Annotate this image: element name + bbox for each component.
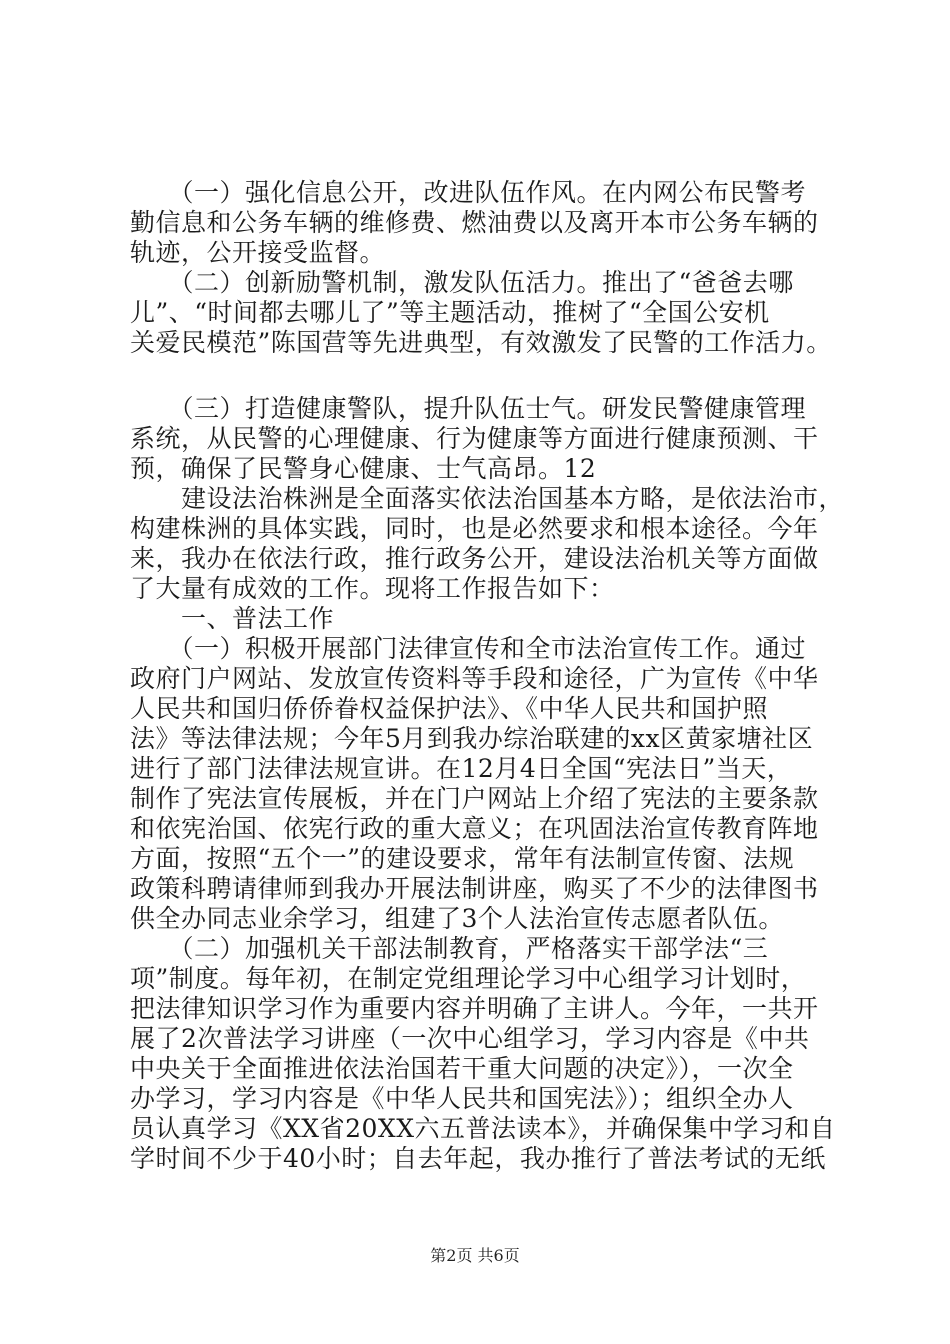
text-line: （三）打造健康警队，提升队伍士气。研发民警健康管理 (130, 394, 807, 423)
text-line: 来，我办在依法行政，推行政务公开，建设法治机关等方面做 (130, 544, 819, 573)
text-line: 勤信息和公务车辆的维修费、燃油费以及离开本市公务车辆的 (130, 208, 819, 237)
text-line: 和依宪治国、依宪行政的重大意义；在巩固法治宣传教育阵地 (130, 814, 819, 843)
text-line: 系统，从民警的心理健康、行为健康等方面进行健康预测、干 (130, 424, 819, 453)
document-body (130, 178, 845, 1174)
text-line: 人民共和国归侨侨眷权益保护法》、《中华人民共和国护照 (130, 694, 769, 723)
text-line: 办学习，学习内容是《中华人民共和国宪法》）；组织全办人 (130, 1084, 794, 1113)
text-line: 法》等法律法规；今年5月到我办综治联建的xx区黄家塘社区 (130, 724, 814, 753)
text-line: 中央关于全面推进依法治国若干重大问题的决定》），一次全 (130, 1054, 794, 1083)
text-line: 构建株洲的具体实践，同时，也是必然要求和根本途径。今年 (130, 514, 819, 543)
text-line: （二）创新励警机制，激发队伍活力。推出了“爸爸去哪 (130, 268, 794, 297)
text-line: 预，确保了民警身心健康、士气高昂。12 (130, 454, 597, 483)
text-line: （一）强化信息公开，改进队伍作风。在内网公布民警考 (130, 178, 807, 207)
text-line: 儿”、“时间都去哪儿了”等主题活动，推树了“全国公安机 (130, 298, 770, 327)
text-line: 把法律知识学习作为重要内容并明确了主讲人。今年，一共开 (130, 994, 819, 1023)
paragraph-gap (130, 358, 830, 394)
text-line: （一）积极开展部门法律宣传和全市法治宣传工作。通过 (130, 634, 807, 663)
text-line: 政府门户网站、发放宣传资料等手段和途径，广为宣传《中华 (130, 664, 819, 693)
text-line: 了大量有成效的工作。现将工作报告如下： (130, 574, 615, 603)
text-line: 关爱民模范”陈国营等先进典型，有效激发了民警的工作活力。 (130, 328, 832, 357)
text-line: 制作了宪法宣传展板，并在门户网站上介绍了宪法的主要条款 (130, 784, 819, 813)
page-number-footer: 第2页 共6页 (430, 1246, 520, 1265)
text-line: 员认真学习《XX省20XX六五普法读本》，并确保集中学习和自 (130, 1114, 836, 1143)
text-line: 学时间不少于40小时；自去年起，我办推行了普法考试的无纸 (130, 1144, 826, 1173)
text-line: 方面，按照“五个一”的建设要求，常年有法制宣传窗、法规 (130, 844, 795, 873)
text-line: 进行了部门法律法规宣讲。在12月4日全国“宪法日”当天， (130, 754, 793, 783)
text-line: 建设法治株洲是全面落实依法治国基本方略，是依法治市， (130, 484, 845, 513)
text-line: （二）加强机关干部法制教育，严格落实干部学法“三 (130, 934, 769, 963)
section-heading: 一、普法工作 (130, 604, 335, 633)
text-line: 政策科聘请律师到我办开展法制讲座，购买了不少的法律图书 (130, 874, 819, 903)
text-line: 项”制度。每年初，在制定党组理论学习中心组学习计划时， (130, 964, 807, 993)
text-line: 展了2次普法学习讲座（一次中心组学习，学习内容是《中共 (130, 1024, 810, 1053)
text-line: 轨迹，公开接受监督。 (130, 238, 386, 267)
text-line: 供全办同志业余学习，组建了3个人法治宣传志愿者队伍。 (130, 904, 784, 933)
